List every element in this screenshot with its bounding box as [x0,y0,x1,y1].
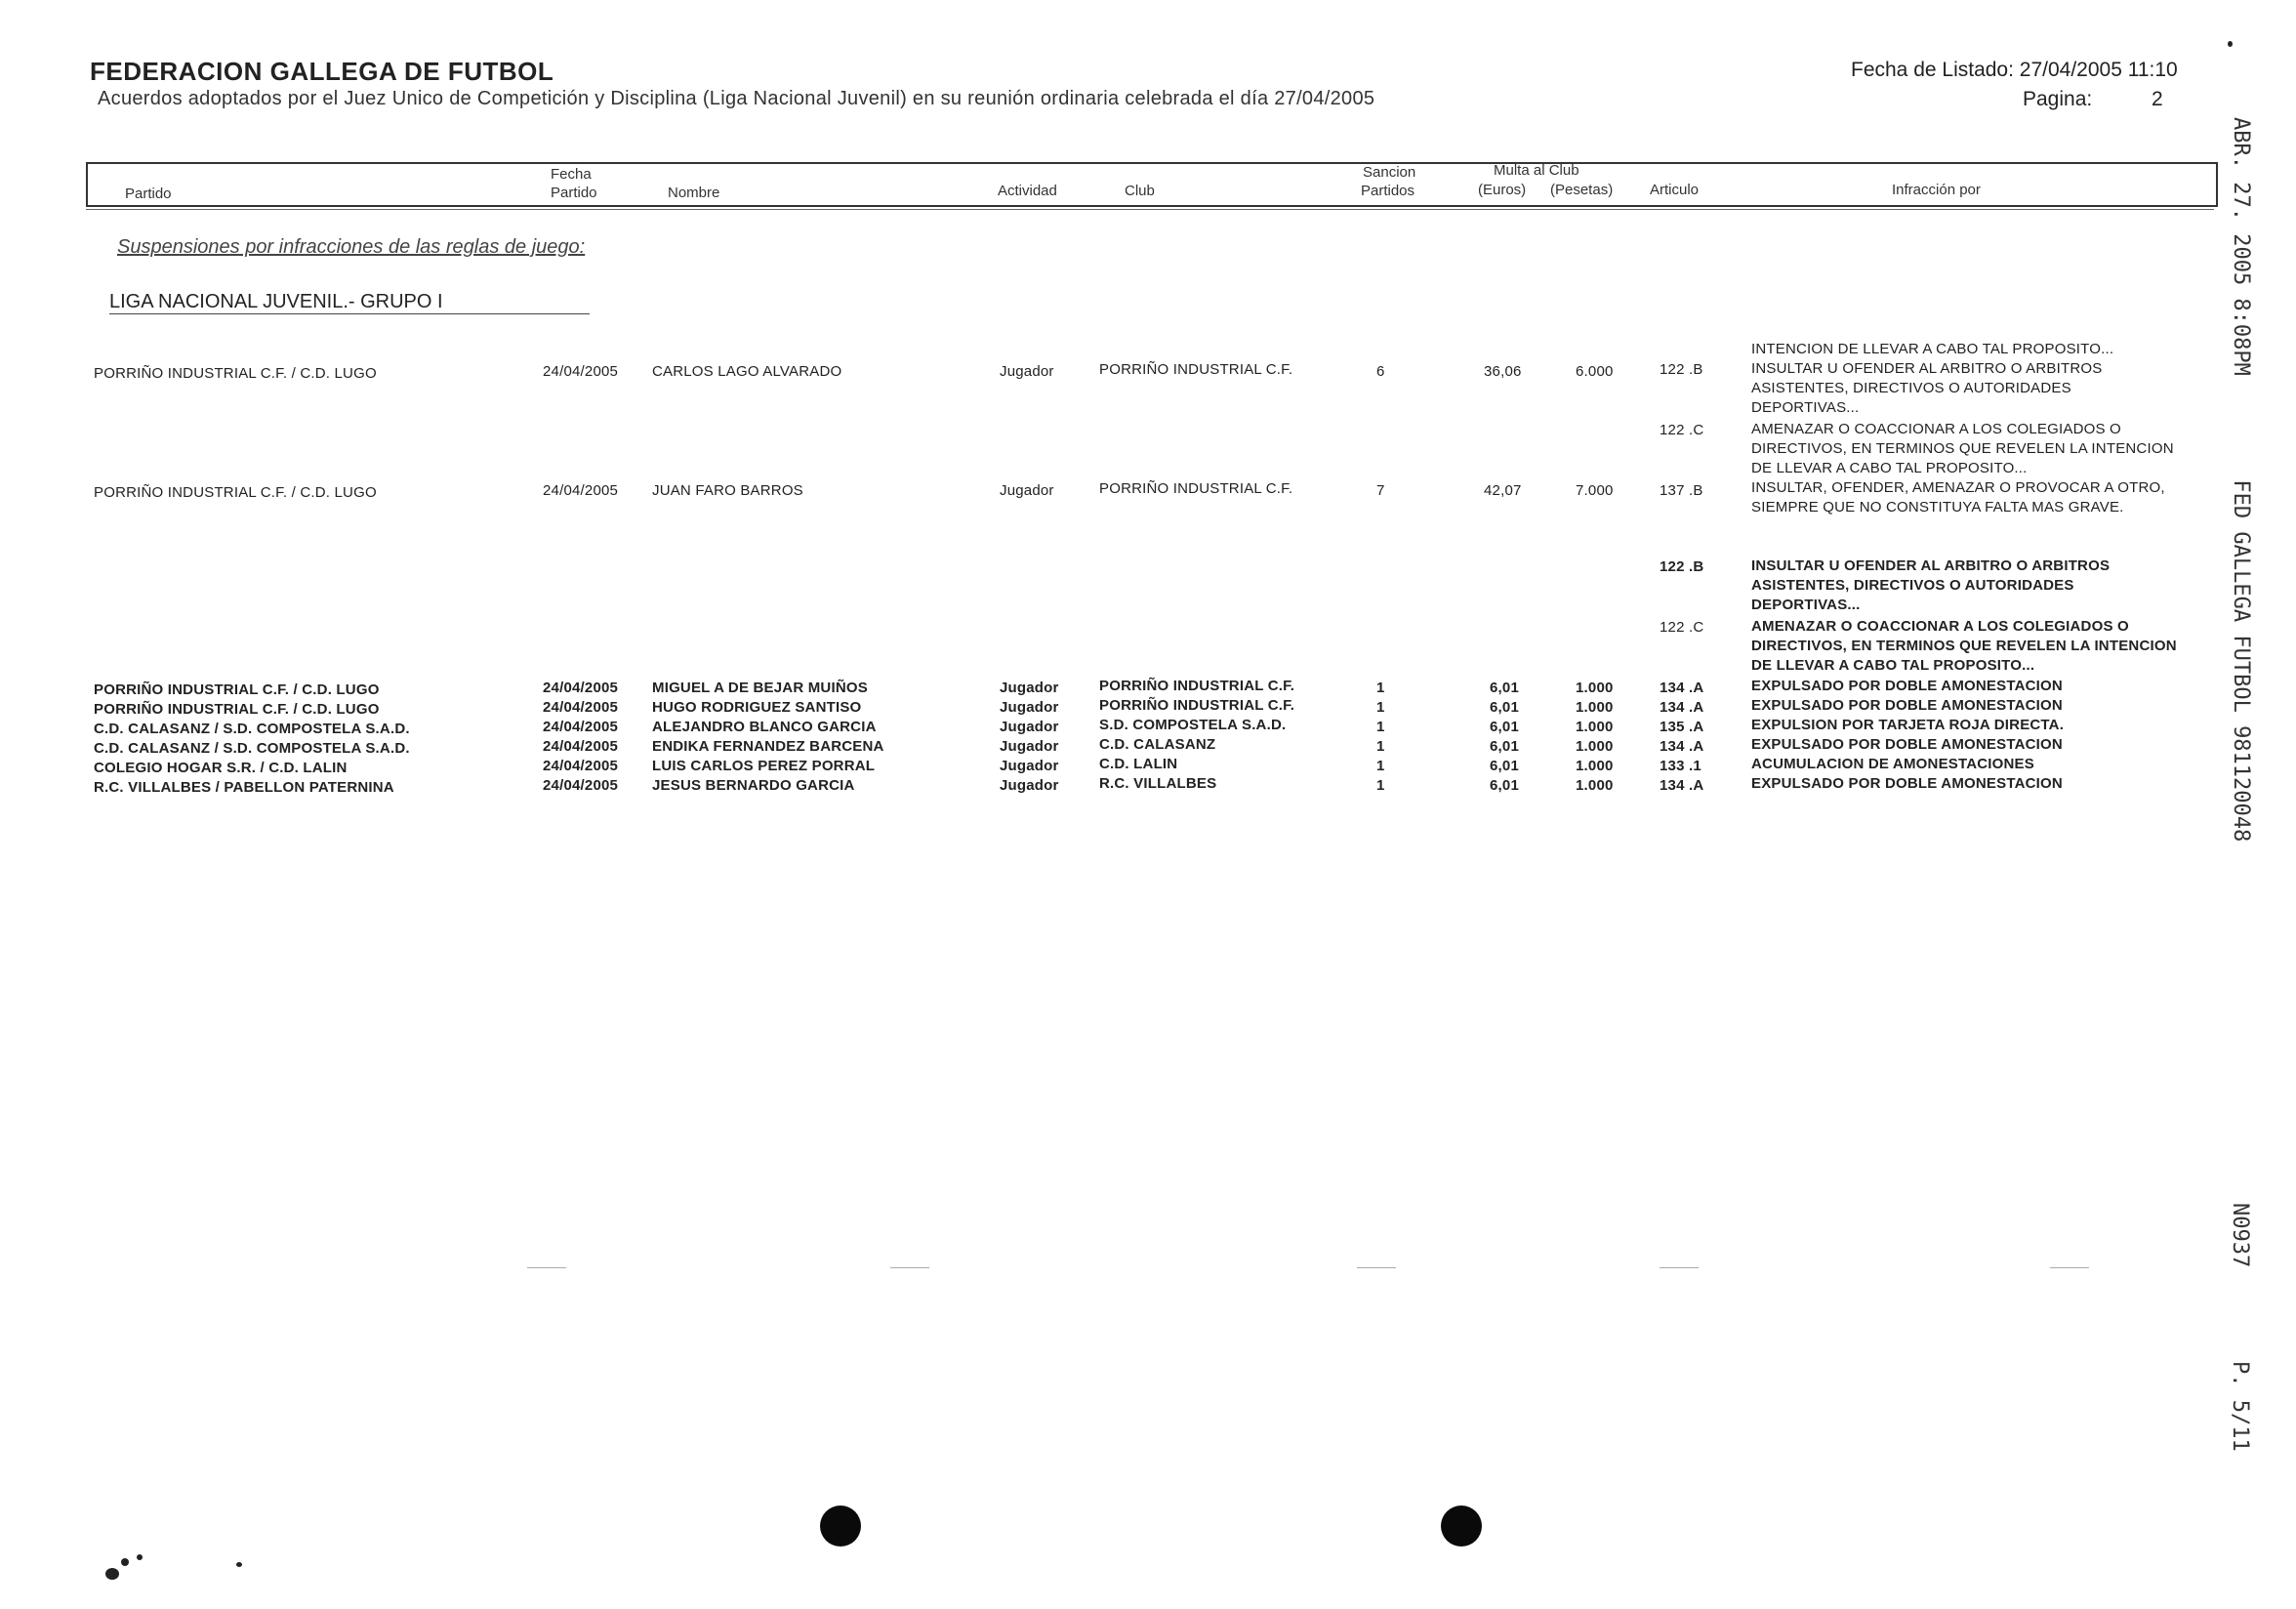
scan-speck [236,1562,242,1567]
col-infraccion: Infracción por [1892,182,1981,198]
article-code: 122 .B [1660,361,1703,378]
row-euros: 6,01 [1490,699,1519,716]
row-partido: PORRIÑO INDUSTRIAL C.F. / C.D. LUGO [94,365,377,382]
row-actividad: Jugador [1000,777,1059,794]
row-partido: PORRIÑO INDUSTRIAL C.F. / C.D. LUGO [94,484,377,501]
row-fecha: 24/04/2005 [543,719,619,735]
article-code: 137 .B [1660,482,1703,499]
row-fecha: 24/04/2005 [543,738,619,755]
fax-header-datetime [2228,117,2253,842]
row-actividad: Jugador [1000,758,1059,774]
row-pesetas: 1.000 [1576,719,1614,735]
row-euros: 6,01 [1490,680,1519,696]
article-text: AMENAZAR O COACCIONAR A LOS COLEGIADOS O DIRECTIVOS, EN TERMINOS QUE REVELEN LA INTENCION DE LLEVAR A CABO TAL PROPOSITO... [1751,421,2174,476]
row-articulo: 134 .A [1660,680,1704,696]
row-nombre: MIGUEL A DE BEJAR MUIÑOS [652,680,868,696]
row-nombre: HUGO RODRIGUEZ SANTISO [652,699,862,716]
row-euros: 42,07 [1484,482,1522,499]
row-articulo: 134 .A [1660,738,1704,755]
scan-speck [105,1568,119,1580]
row-pesetas: 7.000 [1576,482,1614,499]
row-club: C.D. LALIN [1099,756,1178,772]
row-articulo: 134 .A [1660,699,1704,716]
row-nombre: ALEJANDRO BLANCO GARCIA [652,719,877,735]
row-nombre: LUIS CARLOS PEREZ PORRAL [652,758,876,774]
organization-title: FEDERACION GALLEGA DE FUTBOL [90,57,554,86]
row-sancion: 1 [1376,777,1385,794]
row-nombre: CARLOS LAGO ALVARADO [652,363,842,380]
row-partido: PORRIÑO INDUSTRIAL C.F. / C.D. LUGO [94,681,380,698]
row-fecha: 24/04/2005 [543,699,619,716]
row-fecha: 24/04/2005 [543,482,619,499]
row-euros: 6,01 [1490,777,1519,794]
row-infraccion: EXPULSION POR TARJETA ROJA DIRECTA. [1751,717,2065,733]
row-actividad: Jugador [1000,363,1054,380]
col-multa: Multa al Club [1494,162,1579,179]
row-partido: C.D. CALASANZ / S.D. COMPOSTELA S.A.D. [94,721,410,737]
col-euros: (Euros) [1478,182,1527,198]
row-nombre: ENDIKA FERNANDEZ BARCENA [652,738,884,755]
row-fecha: 24/04/2005 [543,777,619,794]
row-infraccion: EXPULSADO POR DOBLE AMONESTACION [1751,678,2063,694]
row-actividad: Jugador [1000,699,1059,716]
col-fecha-2: Partido [551,185,597,201]
row-euros: 6,01 [1490,719,1519,735]
scan-dash [890,1267,929,1268]
article-text: INSULTAR, OFENDER, AMENAZAR O PROVOCAR A OTRO, SIEMPRE QUE NO CONSTITUYA FALTA MAS GRAVE. [1751,479,2165,516]
row-infraccion: EXPULSADO POR DOBLE AMONESTACION [1751,736,2063,753]
fax-datetime: ABR. 27. 2005 8:08PM [2229,117,2253,376]
punch-hole-left [820,1506,861,1547]
row-fecha: 24/04/2005 [543,680,619,696]
col-sancion-2: Partidos [1361,183,1415,199]
article-text: AMENAZAR O COACCIONAR A LOS COLEGIADOS O DIRECTIVOS, EN TERMINOS QUE REVELEN LA INTENCION DE LLEVAR A CABO TAL PROPOSITO... [1751,618,2177,674]
article-code: 122 .C [1660,422,1704,438]
col-sancion-1: Sancion [1363,164,1416,181]
row-sancion: 1 [1376,738,1385,755]
row-nombre: JUAN FARO BARROS [652,482,803,499]
row-partido: COLEGIO HOGAR S.R. / C.D. LALIN [94,760,348,776]
row-pesetas: 1.000 [1576,777,1614,794]
col-pesetas: (Pesetas) [1550,182,1614,198]
row-euros: 36,06 [1484,363,1522,380]
row-actividad: Jugador [1000,719,1059,735]
row-pesetas: 1.000 [1576,738,1614,755]
row-infraccion: EXPULSADO POR DOBLE AMONESTACION [1751,697,2063,714]
row-infraccion: ACUMULACION DE AMONESTACIONES [1751,756,2034,772]
group-title: LIGA NACIONAL JUVENIL.- GRUPO I [109,291,443,312]
row-club: PORRIÑO INDUSTRIAL C.F. [1099,678,1295,694]
scan-dash [527,1267,566,1268]
scan-speck [2228,41,2233,47]
row-sancion: 1 [1376,719,1385,735]
row-club: PORRIÑO INDUSTRIAL C.F. [1099,361,1293,378]
article-text: INTENCION DE LLEVAR A CABO TAL PROPOSITO... [1751,341,2114,357]
row-articulo: 133 .1 [1660,758,1702,774]
scan-speck [137,1554,143,1560]
article-code: 122 .B [1660,558,1704,575]
row-partido: R.C. VILLALBES / PABELLON PATERNINA [94,779,394,796]
fax-number: N0937 [2228,1203,2252,1268]
page-label: Pagina: [2023,88,2093,110]
row-articulo: 134 .A [1660,777,1704,794]
fax-page: P. 5/11 [2228,1361,2252,1452]
row-euros: 6,01 [1490,738,1519,755]
row-sancion: 1 [1376,699,1385,716]
row-sancion: 1 [1376,758,1385,774]
row-nombre: JESUS BERNARDO GARCIA [652,777,855,794]
col-fecha-1: Fecha [551,166,592,183]
row-pesetas: 1.000 [1576,699,1614,716]
row-sancion: 1 [1376,680,1385,696]
scan-dash [1357,1267,1396,1268]
row-actividad: Jugador [1000,482,1054,499]
row-partido: C.D. CALASANZ / S.D. COMPOSTELA S.A.D. [94,740,410,757]
article-text: INSULTAR U OFENDER AL ARBITRO O ARBITROS ASISTENTES, DIRECTIVOS O AUTORIDADES DEPORTIVAS... [1751,360,2103,416]
col-articulo: Articulo [1650,182,1700,198]
group-title-underline [109,313,590,314]
row-actividad: Jugador [1000,680,1059,696]
row-articulo: 135 .A [1660,719,1704,735]
column-header-divider [86,209,2214,210]
document-subtitle: Acuerdos adoptados por el Juez Unico de Competición y Disciplina (Liga Nacional Juvenil) en su reunión ordinaria celebrada el día 27/04/2005 [98,88,1375,109]
row-infraccion: EXPULSADO POR DOBLE AMONESTACION [1751,775,2063,792]
row-fecha: 24/04/2005 [543,363,619,380]
section-title: Suspensiones por infracciones de las reglas de juego: [117,236,586,258]
row-club: R.C. VILLALBES [1099,775,1217,792]
row-fecha: 24/04/2005 [543,758,619,774]
row-club: S.D. COMPOSTELA S.A.D. [1099,717,1287,733]
row-euros: 6,01 [1490,758,1519,774]
col-club: Club [1125,183,1155,199]
article-text: INSULTAR U OFENDER AL ARBITRO O ARBITROS ASISTENTES, DIRECTIVOS O AUTORIDADES DEPORTIVAS... [1751,557,2111,613]
row-sancion: 7 [1376,482,1385,499]
listing-date: Fecha de Listado: 27/04/2005 11:10 [1851,59,2178,81]
row-pesetas: 1.000 [1576,758,1614,774]
row-club: PORRIÑO INDUSTRIAL C.F. [1099,697,1295,714]
row-pesetas: 1.000 [1576,680,1614,696]
fax-sender: FED GALLEGA FUTBOL 981120048 [2229,479,2253,843]
row-actividad: Jugador [1000,738,1059,755]
row-pesetas: 6.000 [1576,363,1614,380]
col-partido: Partido [125,186,172,202]
page-number: 2 [2152,88,2163,110]
col-actividad: Actividad [998,183,1057,199]
punch-hole-right [1441,1506,1482,1547]
article-code: 122 .C [1660,619,1704,636]
scan-dash [1660,1267,1699,1268]
scan-speck [121,1558,129,1566]
col-nombre: Nombre [668,185,720,201]
row-club: C.D. CALASANZ [1099,736,1216,753]
row-club: PORRIÑO INDUSTRIAL C.F. [1099,480,1293,497]
scan-dash [2050,1267,2089,1268]
row-partido: PORRIÑO INDUSTRIAL C.F. / C.D. LUGO [94,701,380,718]
row-sancion: 6 [1376,363,1385,380]
